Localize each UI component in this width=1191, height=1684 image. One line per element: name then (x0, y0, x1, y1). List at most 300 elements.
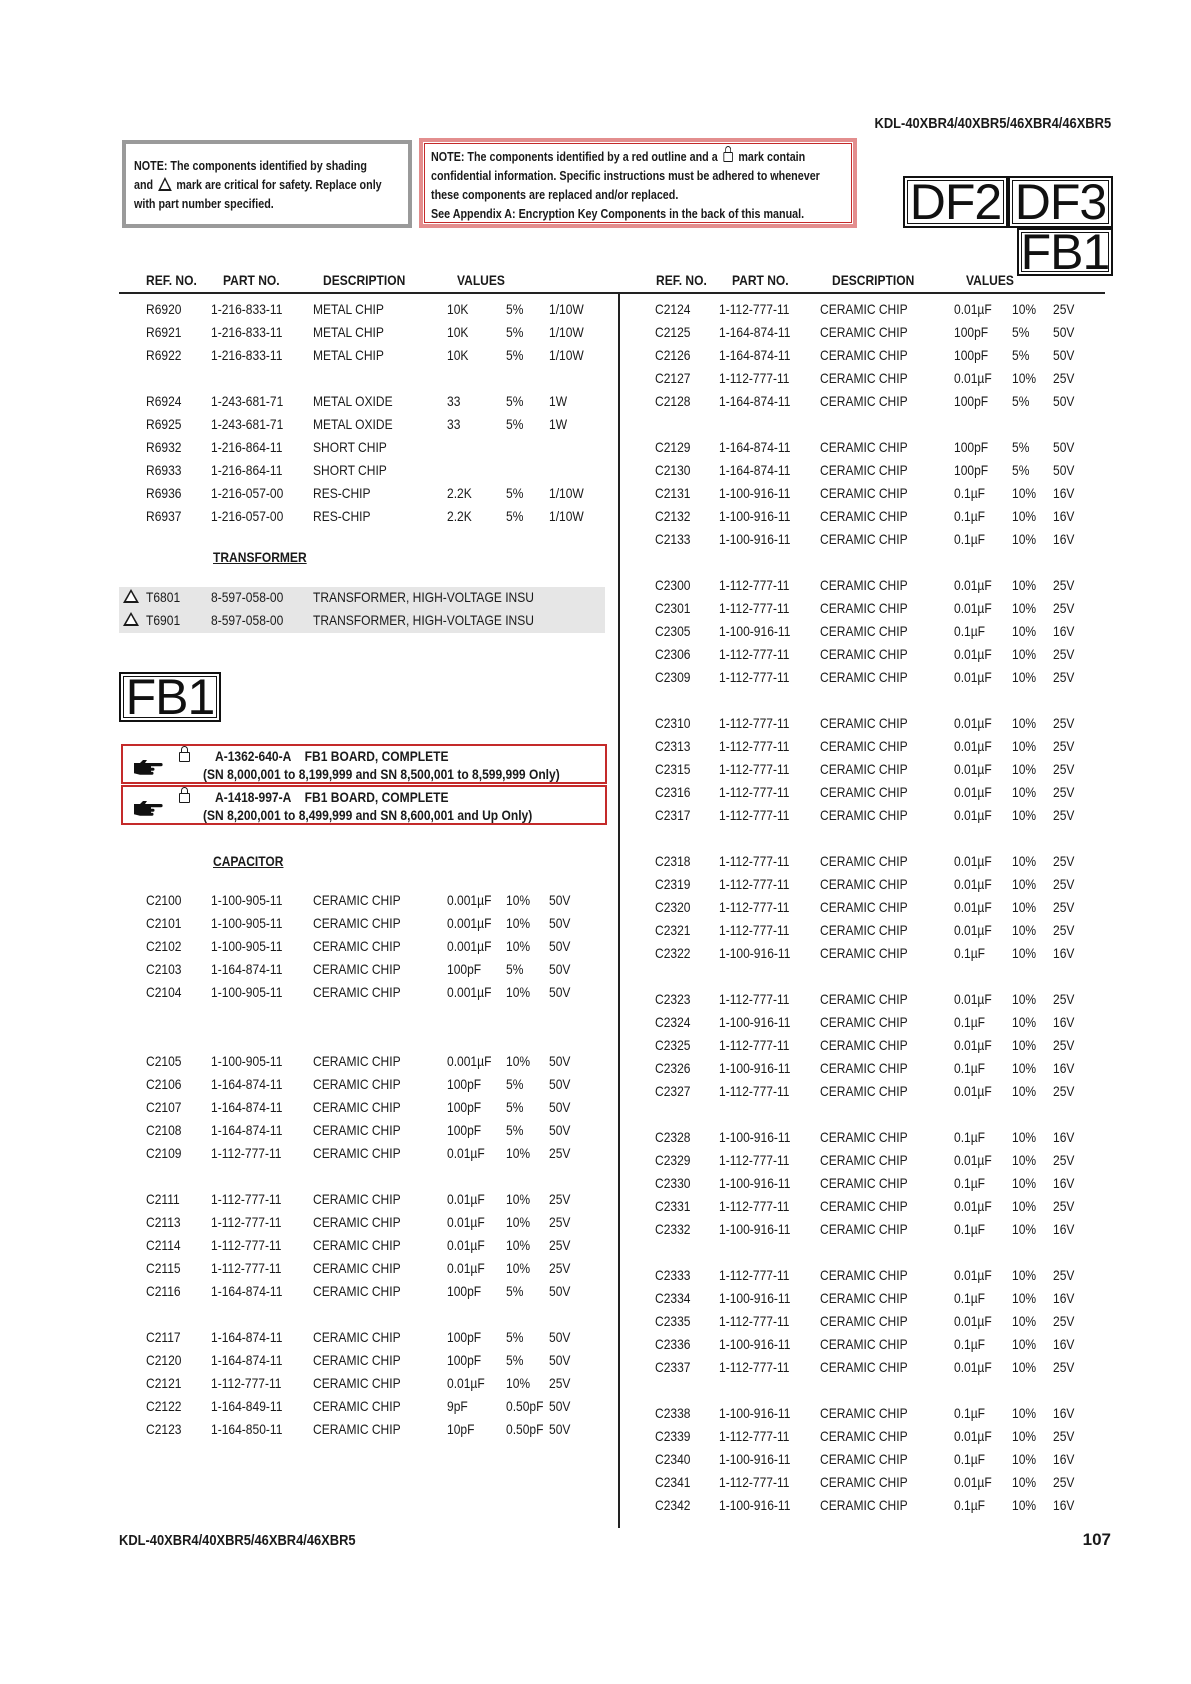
ref-no: C2316 (655, 784, 691, 800)
description: CERAMIC CHIP (820, 370, 908, 386)
tolerance: 10% (1012, 1083, 1037, 1099)
part-no: 1-216-833-11 (211, 301, 283, 317)
tolerance: 10% (1012, 899, 1037, 915)
ref-no: C2313 (655, 738, 691, 754)
part-no: 1-100-905-11 (211, 1053, 283, 1069)
part-no: 1-164-874-11 (719, 393, 791, 409)
rating: 16V (1053, 1336, 1075, 1352)
value: 0.1µF (954, 531, 986, 547)
rating: 16V (1053, 1290, 1075, 1306)
part-no: 1-243-681-71 (211, 393, 284, 409)
value: 0.001µF (447, 915, 492, 931)
part-no: 1-112-777-11 (719, 1267, 790, 1283)
value: 0.1µF (954, 1221, 986, 1237)
rating: 25V (1053, 1152, 1075, 1168)
header-part-right: PART NO. (732, 272, 789, 288)
ref-no: C2128 (655, 393, 691, 409)
description: CERAMIC CHIP (313, 1076, 401, 1092)
tolerance: 5% (1012, 439, 1030, 455)
rating: 50V (1053, 462, 1075, 478)
ref-no: C2328 (655, 1129, 691, 1145)
value: 0.01µF (447, 1375, 485, 1391)
ref-no: C2127 (655, 370, 691, 386)
tolerance: 5% (506, 416, 524, 432)
rating: 16V (1053, 531, 1075, 547)
description: CERAMIC CHIP (313, 1421, 401, 1437)
ref-no: C2107 (146, 1099, 182, 1115)
tolerance: 5% (1012, 462, 1030, 478)
part-no: 1-112-777-11 (719, 761, 790, 777)
description: CERAMIC CHIP (820, 1221, 908, 1237)
table-row (0, 1402, 1191, 1425)
value: 0.01µF (954, 1083, 992, 1099)
ref-no: C2326 (655, 1060, 691, 1076)
rating: 50V (549, 1076, 571, 1092)
board-entry-1-title (215, 748, 449, 764)
ref-no: C2121 (146, 1375, 182, 1391)
board-entry-2-title (215, 789, 449, 805)
safety-note-mark-text: mark are critical for safety. Replace only (176, 178, 382, 192)
tolerance: 10% (1012, 1014, 1037, 1030)
ref-no: C2117 (146, 1329, 181, 1345)
ref-no: C2323 (655, 991, 691, 1007)
part-no: 1-164-874-11 (211, 1076, 283, 1092)
description: CERAMIC CHIP (313, 1283, 401, 1299)
description: CERAMIC CHIP (313, 1214, 401, 1230)
part-no: 1-112-777-11 (719, 301, 790, 317)
header-ref-right: REF. NO. (656, 272, 707, 288)
ref-no: C2325 (655, 1037, 691, 1053)
ref-no: C2120 (146, 1352, 182, 1368)
rating: 50V (549, 1398, 571, 1414)
ref-no: C2341 (655, 1474, 691, 1490)
value: 0.01µF (954, 1313, 992, 1329)
value: 0.1µF (954, 508, 986, 524)
part-no: 1-112-777-11 (719, 715, 790, 731)
value: 100pF (954, 462, 989, 478)
tolerance: 5% (506, 961, 524, 977)
ref-no: C2115 (146, 1260, 181, 1276)
part-no: 1-100-916-11 (719, 508, 791, 524)
rating: 16V (1053, 1175, 1075, 1191)
description: CERAMIC CHIP (820, 646, 908, 662)
table-row (0, 919, 1191, 942)
safety-note (122, 140, 412, 228)
value: 100pF (447, 1122, 482, 1138)
part-no: 1-112-777-11 (719, 1037, 790, 1053)
rating: 50V (1053, 393, 1075, 409)
ref-no: T6901 (146, 612, 181, 628)
value: 0.01µF (447, 1145, 485, 1161)
value: 100pF (447, 1076, 482, 1092)
value: 0.01µF (954, 922, 992, 938)
part-no: 1-112-777-11 (211, 1214, 282, 1230)
ref-no: C2317 (655, 807, 691, 823)
value: 0.01µF (954, 600, 992, 616)
part-no: 1-164-874-11 (719, 462, 791, 478)
rating: 25V (1053, 876, 1075, 892)
ref-no: T6801 (146, 589, 181, 605)
rating: 25V (1053, 899, 1075, 915)
description: CERAMIC CHIP (820, 899, 908, 915)
description: CERAMIC CHIP (820, 508, 908, 524)
tolerance: 10% (1012, 1313, 1037, 1329)
description: CERAMIC CHIP (820, 1451, 908, 1467)
tolerance: 10% (1012, 1129, 1037, 1145)
ref-no: R6937 (146, 508, 182, 524)
board-entry-1 (121, 744, 607, 784)
description: CERAMIC CHIP (313, 1375, 401, 1391)
description: CERAMIC CHIP (820, 485, 908, 501)
header-desc-right: DESCRIPTION (832, 272, 915, 288)
value: 0.001µF (447, 984, 492, 1000)
tolerance: 10% (1012, 1428, 1037, 1444)
description: TRANSFORMER, HIGH-VOLTAGE INSU (313, 612, 534, 628)
part-no: 1-100-916-11 (719, 1129, 791, 1145)
part-no: 1-164-874-11 (211, 961, 283, 977)
rating: 1W (549, 416, 568, 432)
ref-no: C2132 (655, 508, 691, 524)
ref-no: R6920 (146, 301, 182, 317)
part-no: 1-112-777-11 (719, 669, 790, 685)
part-no: 1-243-681-71 (211, 416, 284, 432)
value: 0.01µF (954, 761, 992, 777)
rating: 25V (1053, 1083, 1075, 1099)
tolerance: 5% (506, 1099, 524, 1115)
value: 0.1µF (954, 1451, 986, 1467)
description: CERAMIC CHIP (820, 922, 908, 938)
rating: 16V (1053, 1060, 1075, 1076)
tolerance: 5% (1012, 347, 1030, 363)
rating: 16V (1053, 1497, 1075, 1513)
value: 0.01µF (954, 1198, 992, 1214)
part-no: 1-112-777-11 (719, 899, 790, 915)
rating: 50V (549, 938, 571, 954)
tolerance: 10% (1012, 646, 1037, 662)
ref-no: C2324 (655, 1014, 691, 1030)
ref-no: C2116 (146, 1283, 181, 1299)
description: CERAMIC CHIP (313, 1260, 401, 1276)
tolerance: 5% (506, 1076, 524, 1092)
tolerance: 5% (506, 1329, 524, 1345)
description: CERAMIC CHIP (313, 1329, 401, 1345)
tolerance: 10% (1012, 1474, 1037, 1490)
part-no: 1-112-777-11 (211, 1260, 282, 1276)
ref-no: C2335 (655, 1313, 691, 1329)
table-row (0, 390, 1191, 413)
description: CERAMIC CHIP (313, 938, 401, 954)
part-no: 1-164-874-11 (719, 347, 791, 363)
tolerance: 10% (1012, 1405, 1037, 1421)
part-no: 1-112-777-11 (719, 807, 790, 823)
tolerance: 5% (506, 324, 524, 340)
tolerance: 10% (1012, 876, 1037, 892)
value: 0.001µF (447, 1053, 492, 1069)
tolerance: 0.50pF (506, 1421, 544, 1437)
rating: 1/10W (549, 301, 584, 317)
confidential-note-line-2: confidential information. Specific instructions must be adhered to whenever (431, 169, 820, 183)
ref-no: C2340 (655, 1451, 691, 1467)
table-row (0, 459, 1191, 482)
part-no: 1-112-777-11 (719, 876, 790, 892)
part-no: 1-112-777-11 (719, 1313, 790, 1329)
tolerance: 10% (506, 1191, 531, 1207)
description: CERAMIC CHIP (820, 761, 908, 777)
ref-no: C2103 (146, 961, 182, 977)
rating: 50V (549, 1421, 571, 1437)
rating: 50V (549, 915, 571, 931)
rating: 1/10W (549, 347, 584, 363)
value: 0.01µF (954, 899, 992, 915)
ref-no: C2338 (655, 1405, 691, 1421)
ref-no: C2133 (655, 531, 691, 547)
part-no: 1-100-916-11 (719, 1014, 791, 1030)
ref-no: R6925 (146, 416, 182, 432)
part-no: 1-112-777-11 (719, 370, 790, 386)
tolerance: 5% (506, 1283, 524, 1299)
value: 0.01µF (954, 577, 992, 593)
table-row (0, 1011, 1191, 1034)
rating: 16V (1053, 1221, 1075, 1237)
ref-no: C2108 (146, 1122, 182, 1138)
description: CERAMIC CHIP (820, 1474, 908, 1490)
rating: 25V (1053, 761, 1075, 777)
lock-icon (179, 752, 190, 762)
table-row (0, 850, 1191, 873)
part-no: 1-112-777-11 (719, 600, 790, 616)
description: CERAMIC CHIP (820, 1428, 908, 1444)
description: CERAMIC CHIP (820, 301, 908, 317)
part-no: 1-216-057-00 (211, 485, 284, 501)
value: 0.1µF (954, 1060, 986, 1076)
value: 0.1µF (954, 1014, 986, 1030)
tolerance: 10% (1012, 1037, 1037, 1053)
table-row (0, 1471, 1191, 1494)
board-entry-2-sn: (SN 8,200,001 to 8,499,999 and SN 8,600,001 and Up Only) (203, 807, 533, 823)
tolerance: 10% (1012, 991, 1037, 1007)
part-no: 1-216-864-11 (211, 462, 283, 478)
description: CERAMIC CHIP (313, 915, 401, 931)
warning-triangle-icon (123, 612, 139, 626)
header-model: KDL-40XBR4/40XBR5/46XBR4/46XBR5 (874, 115, 1111, 132)
value: 0.01µF (954, 1428, 992, 1444)
rating: 50V (1053, 324, 1075, 340)
rating: 16V (1053, 1014, 1075, 1030)
table-row (0, 1172, 1191, 1195)
rating: 50V (549, 1099, 571, 1115)
value: 100pF (447, 961, 482, 977)
header-rule-left (119, 292, 618, 294)
part-no: 1-112-777-11 (211, 1145, 282, 1161)
ref-no: C2342 (655, 1497, 691, 1513)
rating: 25V (1053, 1359, 1075, 1375)
ref-no: C2321 (655, 922, 691, 938)
ref-no: C2339 (655, 1428, 691, 1444)
rating: 16V (1053, 1451, 1075, 1467)
rating: 25V (549, 1260, 571, 1276)
rating: 25V (1053, 738, 1075, 754)
tolerance: 10% (506, 1214, 531, 1230)
value: 0.1µF (954, 1405, 986, 1421)
tolerance: 10% (1012, 577, 1037, 593)
rating: 25V (1053, 1474, 1075, 1490)
table-row (0, 1057, 1191, 1080)
value: 2.2K (447, 485, 472, 501)
table-row (0, 505, 1191, 528)
description: CERAMIC CHIP (820, 1014, 908, 1030)
tolerance: 10% (1012, 1451, 1037, 1467)
value: 0.01µF (447, 1260, 485, 1276)
value: 0.1µF (954, 1129, 986, 1145)
safety-note-line-1: NOTE: The components identified by shading (134, 159, 367, 173)
value: 0.1µF (954, 1175, 986, 1191)
rating: 25V (1053, 577, 1075, 593)
tolerance: 10% (1012, 1267, 1037, 1283)
table-row (0, 1034, 1191, 1057)
tolerance: 10% (506, 1145, 531, 1161)
rating: 25V (549, 1375, 571, 1391)
rating: 50V (549, 961, 571, 977)
ref-no: C2333 (655, 1267, 691, 1283)
part-no: 1-112-777-11 (719, 1359, 790, 1375)
tolerance: 10% (1012, 784, 1037, 800)
table-row (0, 1218, 1191, 1241)
confidential-note-line-1 (431, 148, 806, 167)
value: 100pF (447, 1329, 482, 1345)
ref-no: C2332 (655, 1221, 691, 1237)
table-row (0, 436, 1191, 459)
description: CERAMIC CHIP (820, 577, 908, 593)
part-no: 1-100-905-11 (211, 984, 283, 1000)
table-row (0, 413, 1191, 436)
tolerance: 10% (1012, 1152, 1037, 1168)
ref-no: C2310 (655, 715, 691, 731)
value: 0.01µF (954, 301, 992, 317)
tolerance: 10% (1012, 623, 1037, 639)
ref-no: C2101 (146, 915, 182, 931)
tolerance: 10% (506, 938, 531, 954)
tolerance: 5% (506, 393, 524, 409)
description: METAL OXIDE (313, 416, 393, 432)
description: CERAMIC CHIP (820, 715, 908, 731)
section-title-transformer: TRANSFORMER (213, 549, 307, 565)
table-row (0, 1448, 1191, 1471)
rating: 25V (1053, 1428, 1075, 1444)
tolerance: 5% (1012, 393, 1030, 409)
footer-model: KDL-40XBR4/40XBR5/46XBR4/46XBR5 (119, 1532, 356, 1549)
description: RES-CHIP (313, 508, 371, 524)
rating: 25V (1053, 991, 1075, 1007)
tolerance: 10% (1012, 485, 1037, 501)
rating: 25V (549, 1214, 571, 1230)
part-no: 1-100-916-11 (719, 623, 791, 639)
ref-no: R6921 (146, 324, 182, 340)
description: CERAMIC CHIP (313, 961, 401, 977)
lock-icon (723, 152, 732, 162)
confidential-note-text-a: NOTE: The components identified by a red outline and a (431, 150, 718, 164)
value: 0.01µF (954, 991, 992, 1007)
ref-no: C2125 (655, 324, 691, 340)
part-no: 1-164-874-11 (719, 324, 791, 340)
description: SHORT CHIP (313, 439, 387, 455)
description: CERAMIC CHIP (820, 1359, 908, 1375)
description: CERAMIC CHIP (820, 462, 908, 478)
tolerance: 10% (506, 1053, 531, 1069)
table-row (0, 574, 1191, 597)
tolerance: 10% (1012, 370, 1037, 386)
part-no: 8-597-058-00 (211, 589, 284, 605)
description: CERAMIC CHIP (313, 1053, 401, 1069)
description: CERAMIC CHIP (820, 1405, 908, 1421)
description: METAL CHIP (313, 324, 384, 340)
rating: 25V (549, 1145, 571, 1161)
part-no: 1-216-833-11 (211, 347, 283, 363)
rating: 25V (549, 1237, 571, 1253)
rating: 25V (1053, 853, 1075, 869)
value: 0.001µF (447, 892, 492, 908)
tolerance: 10% (1012, 301, 1037, 317)
part-no: 1-100-916-11 (719, 1290, 791, 1306)
ref-no: R6933 (146, 462, 182, 478)
description: CERAMIC CHIP (820, 1037, 908, 1053)
rating: 50V (549, 1329, 571, 1345)
confidential-note-line-3: these components are replaced and/or replaced. (431, 188, 679, 202)
table-row (0, 1425, 1191, 1448)
table-row (0, 873, 1191, 896)
pointing-hand-icon (133, 798, 163, 816)
ref-no: C2123 (146, 1421, 182, 1437)
tolerance: 10% (506, 984, 531, 1000)
description: CERAMIC CHIP (820, 1313, 908, 1329)
value: 10K (447, 324, 469, 340)
tolerance: 10% (1012, 1221, 1037, 1237)
description: CERAMIC CHIP (820, 439, 908, 455)
board-entry-2 (121, 785, 607, 825)
tolerance: 10% (1012, 508, 1037, 524)
table-row (0, 597, 1191, 620)
description: CERAMIC CHIP (820, 669, 908, 685)
description: CERAMIC CHIP (820, 1198, 908, 1214)
description: CERAMIC CHIP (313, 892, 401, 908)
description: CERAMIC CHIP (820, 807, 908, 823)
ref-no: C2319 (655, 876, 691, 892)
rating: 16V (1053, 1129, 1075, 1145)
rating: 25V (1053, 1313, 1075, 1329)
value: 0.1µF (954, 945, 986, 961)
description: CERAMIC CHIP (820, 1497, 908, 1513)
pointing-hand-icon (133, 757, 163, 775)
rating: 16V (1053, 485, 1075, 501)
rating: 16V (1053, 508, 1075, 524)
part-no: 1-100-905-11 (211, 938, 283, 954)
safety-note-line-2 (134, 176, 382, 195)
board-label-fb1-section: FB1 (119, 672, 221, 722)
part-no: 1-100-916-11 (719, 945, 791, 961)
ref-no: C2337 (655, 1359, 691, 1375)
confidential-note-line-4: See Appendix A: Encryption Key Components in the back of this manual. (431, 207, 805, 221)
tolerance: 10% (506, 915, 531, 931)
part-no: 1-112-777-11 (719, 646, 790, 662)
ref-no: C2330 (655, 1175, 691, 1191)
table-row (0, 1126, 1191, 1149)
part-no: 1-100-916-11 (719, 1451, 791, 1467)
part-no: 1-100-916-11 (719, 1497, 791, 1513)
description: CERAMIC CHIP (820, 600, 908, 616)
table-row (0, 942, 1191, 965)
part-no: 1-112-777-11 (719, 991, 790, 1007)
tolerance: 10% (1012, 1359, 1037, 1375)
tolerance: 10% (1012, 1175, 1037, 1191)
